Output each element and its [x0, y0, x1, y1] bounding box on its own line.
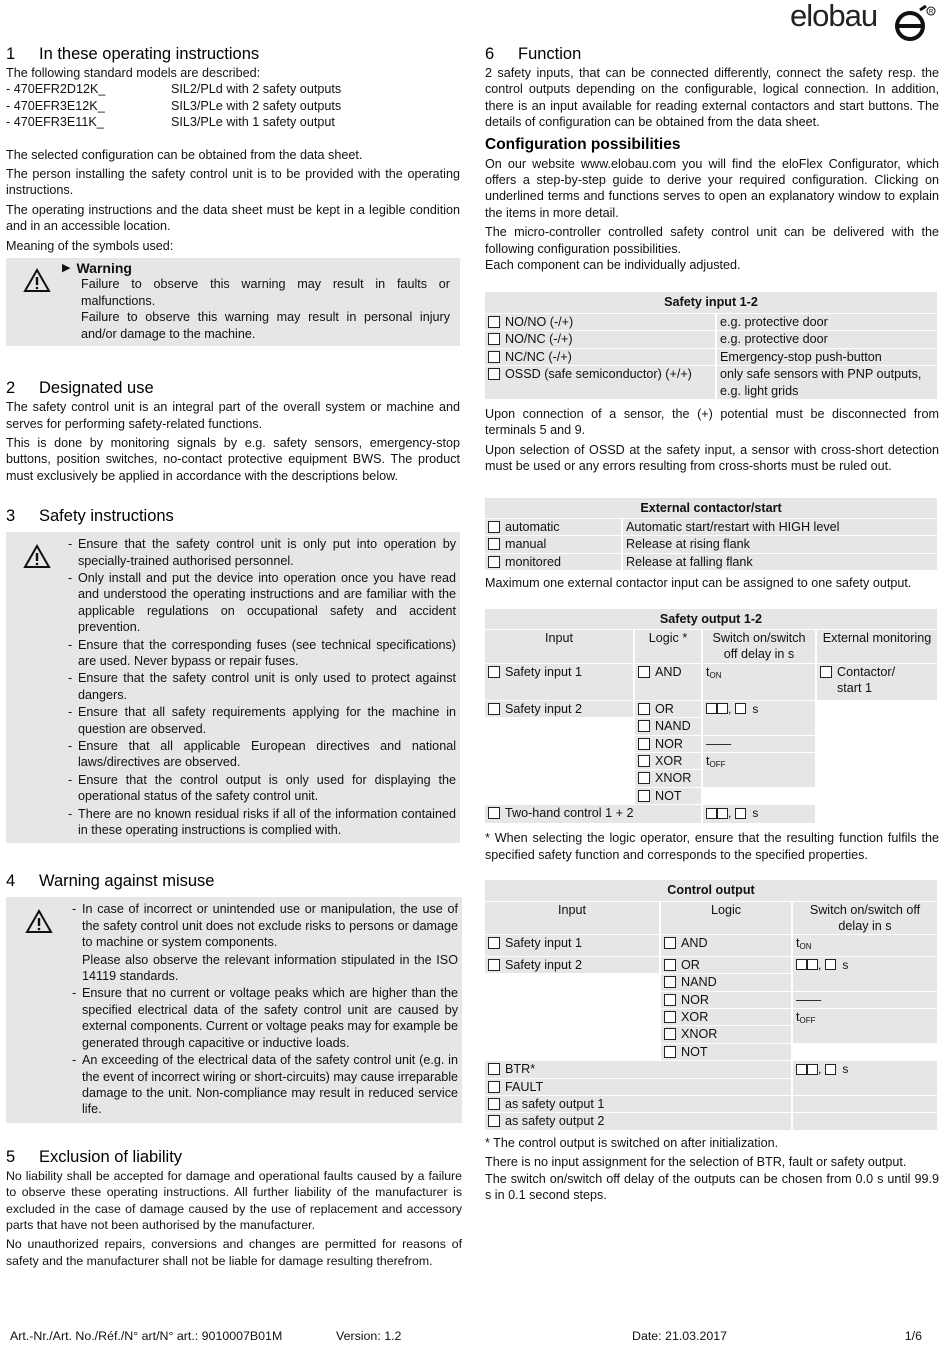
- list-item: - Ensure that all safety requirements applying for the machine in question are observed.: [68, 705, 456, 736]
- checkbox[interactable]: [664, 959, 676, 971]
- col-logic: Logic *: [635, 630, 701, 663]
- co-note-1: * The control output is switched on after initialization.: [485, 1135, 779, 1150]
- brand-name: elobau: [790, 0, 878, 33]
- section-1-heading: 1 In these operating instructions: [6, 45, 260, 63]
- section-3-heading: 3 Safety instructions: [6, 507, 174, 526]
- list-item: - There are no known residual risks if all of the information contained in these operating instructions is complied with.: [68, 806, 456, 838]
- checkbox[interactable]: [488, 333, 500, 345]
- s1-p4: Meaning of the symbols used:: [6, 238, 174, 253]
- checkbox[interactable]: [488, 521, 500, 533]
- list-item: - Only install and put the device into operation once you have read and understood the operating instructions and are familiar with the applicable regulations on occupational safety and accident prevention.: [68, 570, 456, 635]
- s1-p3: The operating instructions and the data sheet must be kept in a legible condition and in an accessible location.: [6, 202, 460, 234]
- model-row: - 470EFR2D12K_ SIL2/PLd with 2 safety outputs: [6, 82, 342, 97]
- t-on-label: tON: [796, 936, 812, 952]
- checkbox[interactable]: [664, 976, 676, 988]
- table-title: External contactor/start: [485, 498, 937, 518]
- delay-separator: ——: [793, 992, 937, 1008]
- config-heading: Configuration possibilities: [485, 135, 681, 153]
- co-note-3: The switch on/switch off delay of the outputs can be chosen from 0.0 s until 99.9 s in 0.1 second steps.: [485, 1171, 939, 1203]
- svg-text:R: R: [929, 9, 934, 16]
- si-note-2: Upon selection of OSSD at the safety input, a sensor with cross-short detection must be used or any errors resulting from cross-shorts must be ruled out.: [485, 442, 939, 474]
- warning-line-1: Failure to observe this warning may result in faults or malfunctions.: [81, 277, 450, 308]
- section-2-heading: 2 Designated use: [6, 379, 154, 398]
- warning-title: ▶ Warning: [62, 260, 132, 277]
- checkbox[interactable]: [488, 807, 500, 819]
- list-item: - An exceeding of the electrical data of the safety control unit (e.g. in the event of incorrect wiring or short-circuits) may cause irreparable damage to the unit. Non-compliance may result in reduced service life.: [72, 1053, 458, 1117]
- list-item: - Ensure that the safety control unit is only put into operation by specially-trained authorised personnel.: [68, 537, 456, 568]
- col-input: Input: [485, 630, 633, 663]
- delay-separator: ——: [703, 736, 815, 752]
- si-note-1: Upon connection of a sensor, the (+) potential must be disconnected from terminals 5 and 9.: [485, 406, 939, 438]
- left-column: [6, 44, 460, 1272]
- s6-p4: Each component can be individually adjusted.: [485, 258, 741, 273]
- t-on-label: tON: [706, 664, 722, 680]
- checkbox[interactable]: [488, 937, 500, 949]
- delay-off-field[interactable]: , s: [796, 1061, 848, 1077]
- checkbox[interactable]: [488, 351, 500, 363]
- model-row: - 470EFR3E11K_ SIL3/PLe with 1 safety output: [6, 115, 335, 130]
- warning-triangle-icon: [6, 260, 68, 342]
- brand-logo: [778, 0, 938, 44]
- table-title: Safety input 1-2: [485, 292, 937, 312]
- s1-p1: The selected configuration can be obtained from the data sheet.: [6, 147, 363, 162]
- checkbox[interactable]: [664, 1046, 676, 1058]
- checkbox[interactable]: [488, 368, 500, 380]
- col-ext: External monitoring: [817, 630, 937, 663]
- table-title: Safety output 1-2: [485, 609, 937, 629]
- date: Date: 21.03.2017: [632, 1329, 728, 1343]
- checkbox[interactable]: [638, 738, 650, 750]
- checkbox[interactable]: [488, 1098, 500, 1110]
- s6-p3: The micro-controller controlled safety control unit can be delivered with the following configuration possibilities.: [485, 225, 939, 256]
- table-row: OSSD (safe semiconductor) (+/+) only safe sensors with PNP outputs, e.g. light grids: [485, 366, 937, 399]
- safety-instructions-box: [6, 532, 460, 843]
- s1-intro: The following standard models are described:: [6, 66, 261, 80]
- checkbox[interactable]: [820, 666, 832, 678]
- s6-p2: On our website www.elobau.com you will find the eloFlex Configurator, which offers a step-by-step guide to derive your required configuration. Clicking on underlined terms and functions serves to open an explanatory window to explain the items in more detail.: [485, 156, 939, 220]
- table-row: NO/NO (-/+) e.g. protective door: [485, 314, 937, 330]
- s5-p1: No liability shall be accepted for damage and operational faults caused by a failure to observe these operating instructions. All further liability of the manufacturer is excluded in the case of damage caused by the use of replacement and accessory parts that have not been authorised by the manufacturer.: [6, 1168, 462, 1232]
- checkbox[interactable]: [638, 772, 650, 784]
- so-note: * When selecting the logic operator, ensure that the resulting function fulfils the specified safety function and corresponds to the specified properties.: [485, 831, 939, 862]
- warning-symbol-box: [6, 258, 460, 346]
- misuse-warning-box: [6, 897, 462, 1122]
- s6-p1: 2 safety inputs, that can be connected differently, connect the safety resp. the control outputs depending on the configurable, logical connection. In addition, there is an input available for reading external contactors and start buttons. The details of configuration can be obtained from the data sheet.: [485, 66, 939, 130]
- table-row: monitored Release at falling flank: [485, 554, 937, 570]
- delay-off-field[interactable]: , s: [706, 805, 758, 821]
- col-input: Input: [485, 902, 659, 935]
- list-item: - Ensure that the corresponding fuses (see technical specifications) are used. Never bypass or repair fuses.: [68, 637, 456, 668]
- table-row: automatic Automatic start/restart with HIGH level: [485, 519, 937, 535]
- page-number: 1/6: [904, 1329, 922, 1343]
- version: Version: 1.2: [336, 1329, 402, 1343]
- list-item: - Ensure that no current or voltage peaks which are higher than the specified electrical data of the safety control unit are caused by external components. Current or voltage peaks may for example be generated through capacitive or inductive loads.: [72, 986, 458, 1050]
- checkbox[interactable]: [488, 1115, 500, 1127]
- col-delay: Switch on/switch off delay in s: [703, 630, 815, 663]
- s2-p2: This is done by monitoring signals by e.g. safety sensors, emergency-stop buttons, position switches, no-contact protective equipment BWS. The product must exclusively be applied in accordance with the descriptions below.: [6, 435, 460, 483]
- checkbox[interactable]: [664, 937, 676, 949]
- table-row: manual Release at rising flank: [485, 536, 937, 552]
- control-output-table: Control output Input Logic Switch on/switch off delay in s Safety input 1 AND tON Safety input 2 OR , s NAND NOR —— XOR tOFF XNOR NOT BTR* , s FAULT as safety output 1 as safety output 2: [483, 879, 939, 1131]
- list-item: - Ensure that the control output is only used for displaying the operational status of the safety control unit.: [68, 772, 456, 804]
- warning-triangle-icon: [6, 536, 68, 839]
- checkbox[interactable]: [488, 556, 500, 568]
- warning-line-2: Failure to observe this warning may result in personal injury and/or damage to the machine.: [81, 310, 450, 341]
- checkbox[interactable]: [664, 1011, 676, 1023]
- checkbox[interactable]: [638, 666, 650, 678]
- article-number: Art.-Nr./Art. No./Réf./N° art/N° art.: 9010007B01M: [10, 1329, 283, 1343]
- right-column: [485, 44, 939, 1206]
- col-logic: Logic: [661, 902, 791, 935]
- list-item: - Ensure that the safety control unit is only used to protect against dangers.: [68, 671, 456, 702]
- checkbox[interactable]: [638, 720, 650, 732]
- checkbox[interactable]: [488, 703, 500, 715]
- warning-triangle-icon: [6, 901, 72, 1118]
- list-item: Please also observe the relevant information stipulated in the ISO 14119 standards.: [82, 952, 458, 984]
- section-5-heading: 5 Exclusion of liability: [6, 1147, 183, 1166]
- checkbox[interactable]: [638, 755, 650, 767]
- delay-on-field[interactable]: , s: [706, 701, 758, 717]
- s5-p2: No unauthorized repairs, conversions and changes are permitted for reasons of safety and the manufacturer shall not be liable for damage resulting therefrom.: [6, 1237, 462, 1268]
- checkbox[interactable]: [664, 1028, 676, 1040]
- co-note-2: There is no input assignment for the selection of BTR, fault or safety output.: [485, 1155, 907, 1170]
- section-6-heading: 6 Function: [485, 45, 582, 63]
- ec-note: Maximum one external contactor input can be assigned to one safety output.: [485, 576, 912, 591]
- table-row: NO/NC (-/+) e.g. protective door: [485, 331, 937, 347]
- section-4-heading: 4 Warning against misuse: [6, 872, 215, 891]
- checkbox[interactable]: [488, 1063, 500, 1075]
- list-item: - In case of incorrect or unintended use or manipulation, the use of the safety control unit does not exclude risks to persons or damage to machine or system components.: [72, 902, 458, 950]
- checkbox[interactable]: [488, 959, 500, 971]
- col-delay: Switch on/switch off delay in s: [793, 902, 937, 935]
- safety-input-table: [483, 291, 939, 399]
- delay-on-field[interactable]: , s: [796, 957, 848, 973]
- table-title: Control output: [485, 880, 937, 900]
- checkbox[interactable]: [488, 316, 500, 328]
- s2-p1: The safety control unit is an integral part of the overall system or machine and serves for performing safety-related functions.: [6, 400, 460, 431]
- checkbox[interactable]: [638, 703, 650, 715]
- checkbox[interactable]: [638, 790, 650, 802]
- safety-output-table: Safety output 1-2 Input Logic * Switch on/switch off delay in s External monitoring Safety input 1 AND tON Contactor/ start 1 Safety input 2 OR , s NAND NOR —— XOR tOFF XNOR NOT Two-hand control 1 + 2 , s: [483, 608, 939, 825]
- table-row: NC/NC (-/+) Emergency-stop push-button: [485, 349, 937, 365]
- list-item: - Ensure that all applicable European directives and national laws/directives are observed.: [68, 739, 456, 770]
- checkbox[interactable]: [488, 666, 500, 678]
- elobau-logo-icon: [890, 4, 938, 44]
- t-off-label: tOFF: [706, 754, 726, 769]
- model-row: - 470EFR3E12K_ SIL3/PLe with 2 safety outputs: [6, 98, 342, 113]
- checkbox[interactable]: [488, 538, 500, 550]
- t-off-label: tOFF: [796, 1009, 816, 1025]
- external-contactor-table: [483, 497, 939, 572]
- s1-p2: The person installing the safety control unit is to be provided with the operating instructions.: [6, 167, 460, 198]
- checkbox[interactable]: [488, 1081, 500, 1093]
- model-list: [6, 81, 460, 130]
- checkbox[interactable]: [664, 994, 676, 1006]
